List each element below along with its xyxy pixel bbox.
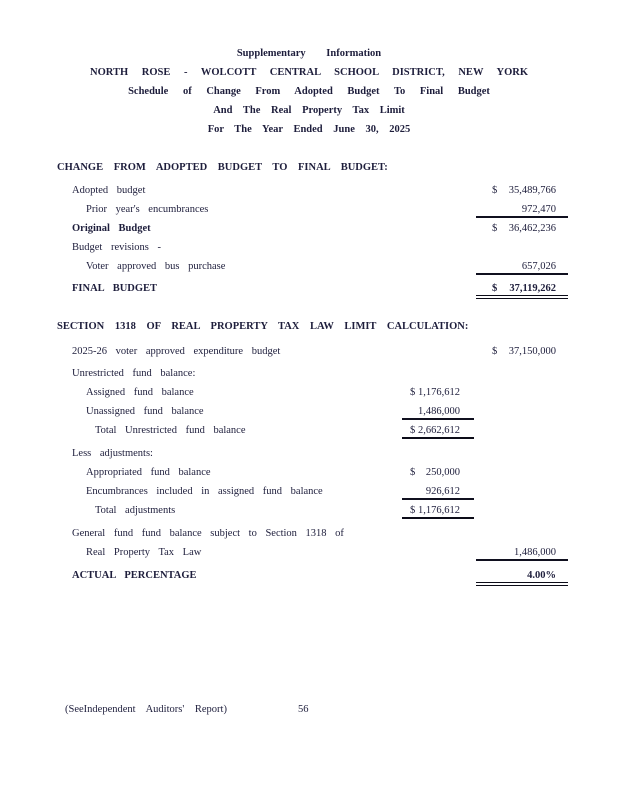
dollar-sign: $	[410, 425, 416, 436]
amount-right	[476, 183, 568, 199]
amount-value: 1,486,000	[418, 406, 460, 417]
amount-right	[476, 259, 568, 275]
footer-page-number: 56	[298, 704, 309, 715]
amount-right	[476, 568, 568, 586]
row-prior-year-encumbrances	[0, 202, 618, 221]
amount-right	[476, 221, 568, 237]
amount-right	[476, 202, 568, 218]
page-footer	[0, 702, 618, 718]
amount-value: 1,176,612	[418, 387, 460, 398]
dollar-sign: $	[492, 283, 498, 294]
line-item-label: FINAL BUDGET	[72, 283, 158, 294]
amount-value: 1,486,000	[514, 547, 556, 558]
amount-mid	[402, 423, 474, 439]
amount-value: 657,026	[521, 261, 556, 272]
line-item-label: Appropriated fund balance	[86, 467, 211, 478]
header-period-line: For The Year Ended June 30, 2025	[207, 124, 411, 135]
header-schedule-subtitle: And The Real Property Tax Limit	[213, 105, 405, 116]
amount-right	[476, 545, 568, 561]
line-item-label: Unrestricted fund balance:	[72, 368, 196, 379]
amount-value: 37,150,000	[508, 346, 556, 357]
line-item-label: Total Unrestricted fund balance	[95, 425, 246, 436]
amount-mid	[402, 545, 474, 561]
header-district-name: NORTH ROSE - WOLCOTT CENTRAL SCHOOL DISTRICT, NEW YORK	[89, 67, 528, 78]
amount-value: 2,662,612	[418, 425, 460, 436]
dollar-sign: $	[492, 223, 498, 234]
line-item-label: 2025-26 voter approved expenditure budget	[72, 346, 281, 357]
amount-value: 4.00%	[527, 570, 556, 581]
amount-mid	[402, 503, 474, 519]
section-title-change-from-adopted	[0, 160, 618, 179]
amount-right	[476, 465, 568, 481]
amount-value: 35,489,766	[508, 185, 556, 196]
line-item-label: Voter approved bus purchase	[86, 261, 226, 272]
amount-value: 36,462,236	[508, 223, 556, 234]
amount-right	[476, 503, 568, 519]
line-item-label: Total adjustments	[95, 505, 176, 516]
row-voter-approved-expenditure-budget	[0, 344, 618, 363]
header-schedule-title: Schedule of Change From Adopted Budget To Final Budget	[128, 86, 490, 97]
line-item-label: Real Property Tax Law	[86, 547, 202, 558]
line-item-label: Budget revisions -	[72, 242, 161, 253]
amount-right	[476, 281, 568, 299]
dollar-sign: $	[410, 505, 416, 516]
row-unassigned-fund-balance	[0, 404, 618, 423]
line-item-label: Assigned fund balance	[86, 387, 194, 398]
row-appropriated-fund-balance	[0, 465, 618, 484]
amount-value: 972,470	[521, 204, 556, 215]
dollar-sign: $	[492, 185, 498, 196]
row-encumbrances-in-assigned	[0, 484, 618, 503]
row-adopted-budget	[0, 183, 618, 202]
row-actual-percentage	[0, 568, 618, 587]
amount-mid	[402, 259, 474, 275]
amount-mid	[402, 404, 474, 420]
line-item-label: General fund fund balance subject to Section 1318 of	[72, 528, 344, 539]
line-item-label: ACTUAL PERCENTAGE	[72, 570, 197, 581]
amount-right	[476, 484, 568, 500]
line-item-label: Less adjustments:	[72, 448, 153, 459]
amount-mid	[402, 484, 474, 500]
row-general-fund-balance-subject	[0, 526, 618, 545]
line-item-label: Adopted budget	[72, 185, 146, 196]
line-item-label: Original Budget	[72, 223, 151, 234]
amount-right	[476, 344, 568, 360]
amount-value: 926,612	[425, 486, 460, 497]
amount-mid	[402, 465, 474, 481]
report-header	[0, 0, 618, 139]
amount-value: 250,000	[425, 467, 460, 478]
section-title-text: SECTION 1318 OF REAL PROPERTY TAX LAW LIMIT CALCULATION:	[57, 321, 469, 332]
amount-mid	[402, 568, 474, 584]
line-item-label: Prior year's encumbrances	[86, 204, 209, 215]
amount-value: 37,119,262	[509, 283, 556, 294]
amount-mid	[402, 202, 474, 218]
row-real-property-tax-law	[0, 545, 618, 564]
amount-right	[476, 423, 568, 439]
footer-report-note: (SeeIndependent Auditors' Report)	[65, 704, 227, 715]
amount-mid	[402, 183, 474, 199]
line-item-label: Unassigned fund balance	[86, 406, 204, 417]
row-total-unrestricted-fund-balance	[0, 423, 618, 442]
section-title-text: CHANGE FROM ADOPTED BUDGET TO FINAL BUDGET:	[57, 162, 388, 173]
dollar-sign: $	[410, 387, 416, 398]
dollar-sign: $	[410, 467, 416, 478]
row-assigned-fund-balance	[0, 385, 618, 404]
row-voter-approved-bus-purchase	[0, 259, 618, 278]
amount-mid	[402, 281, 474, 297]
row-final-budget	[0, 281, 618, 300]
line-item-label: Encumbrances included in assigned fund balance	[86, 486, 323, 497]
row-original-budget	[0, 221, 618, 240]
row-unrestricted-fund-balance-header	[0, 366, 618, 385]
dollar-sign: $	[492, 346, 498, 357]
amount-mid	[402, 385, 474, 401]
amount-value: 1,176,612	[418, 505, 460, 516]
amount-right	[476, 404, 568, 420]
header-supplementary-information: Supplementary Information	[236, 48, 382, 59]
amount-right	[476, 385, 568, 401]
amount-mid	[402, 221, 474, 237]
section-title-section-1318	[0, 319, 618, 338]
row-budget-revisions	[0, 240, 618, 259]
row-less-adjustments-header	[0, 446, 618, 465]
row-total-adjustments	[0, 503, 618, 522]
amount-mid	[402, 344, 474, 360]
